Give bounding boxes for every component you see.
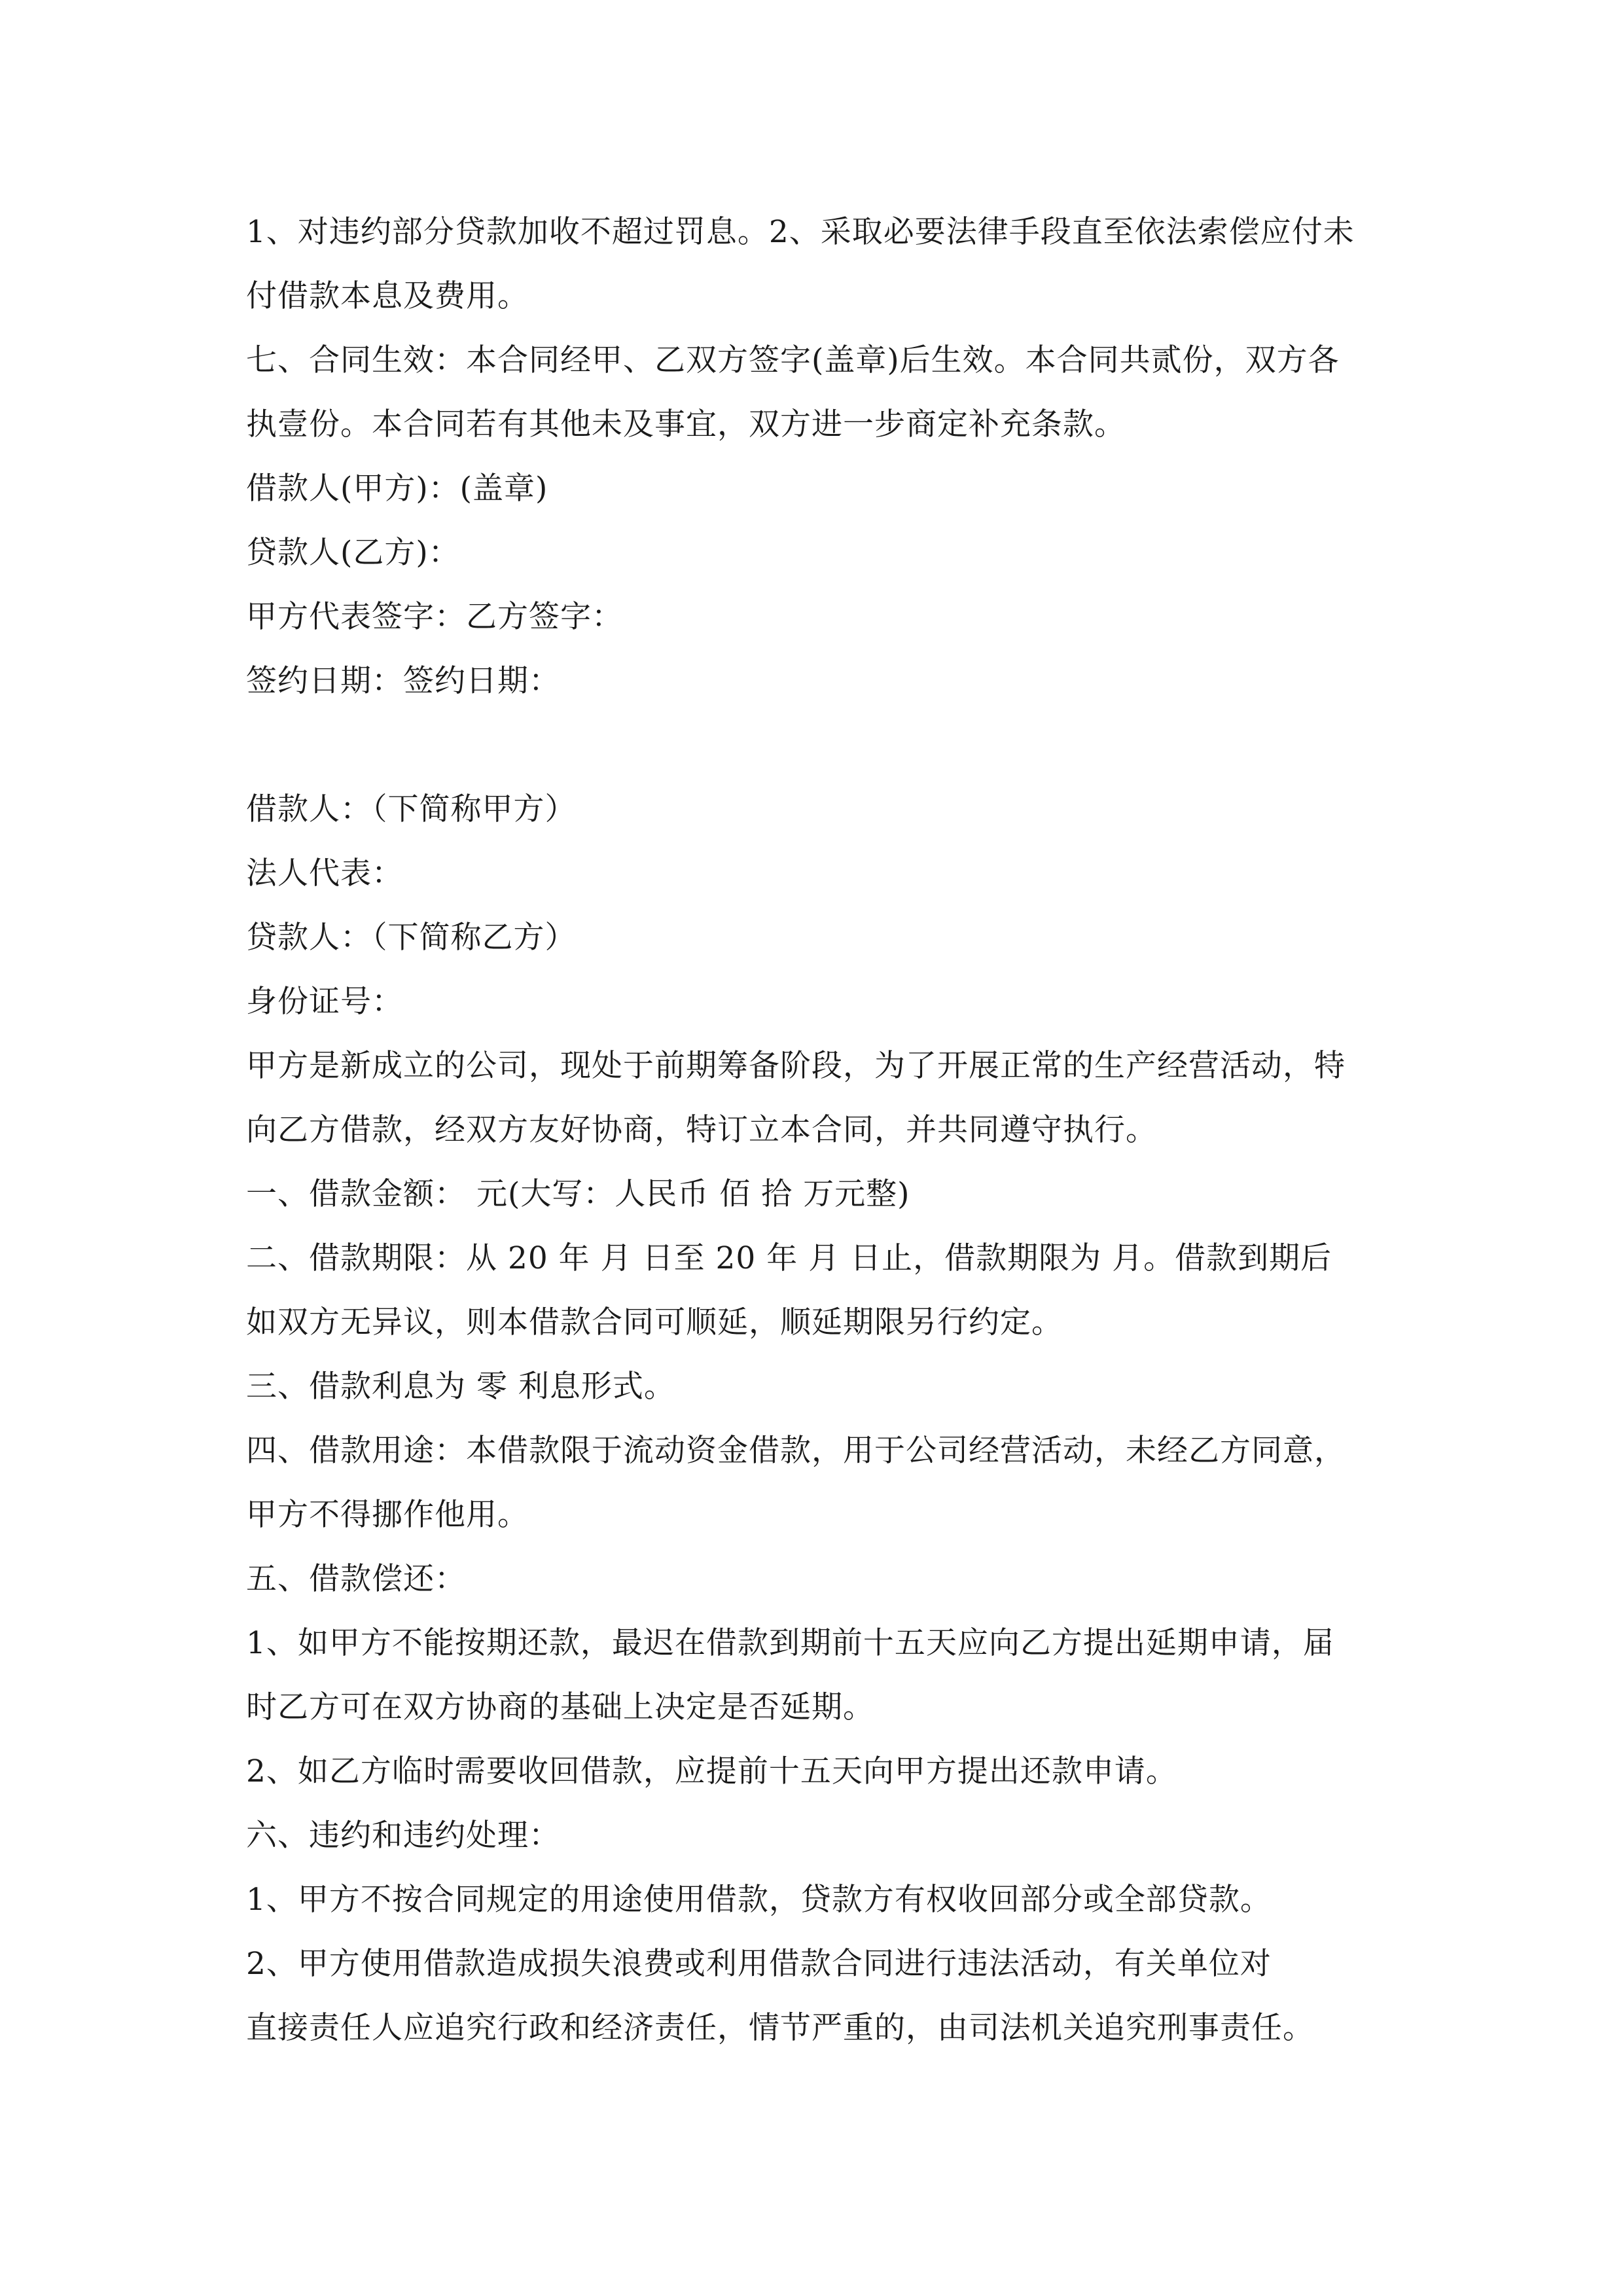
clause-loan-term: 二、借款期限：从 20 年 月 日至 20 年 月 日止，借款期限为 月。借款到期后 — [246, 1240, 1332, 1276]
id-number-field: 身份证号： — [246, 984, 403, 1020]
text-line: 1、对违约部分贷款加收不超过罚息。2、采取必要法律手段直至依法索偿应付未 — [246, 214, 1355, 250]
clause-repayment-heading: 五、借款偿还： — [246, 1561, 466, 1597]
text-line: 甲方不得挪作他用。 — [246, 1497, 529, 1533]
document-body — [246, 200, 1385, 2060]
signing-date-line: 签约日期：签约日期： — [246, 663, 560, 699]
signature-lender-line: 贷款人(乙方)： — [246, 535, 460, 571]
text-line: 执壹份。本合同若有其他未及事宜，双方进一步商定补充条款。 — [246, 406, 1126, 442]
clause-loan-amount: 一、借款金额： 元(大写：人民币 佰 拾 万元整) — [246, 1176, 910, 1212]
text-line: 1、如甲方不能按期还款，最迟在借款到期前十五天应向乙方提出延期申请，届 — [246, 1625, 1334, 1661]
blank-line — [246, 713, 1385, 778]
clause-interest: 三、借款利息为 零 利息形式。 — [246, 1369, 675, 1405]
signature-representative-line: 甲方代表签字：乙方签字： — [246, 599, 623, 635]
text-line: 1、甲方不按合同规定的用途使用借款，贷款方有权收回部分或全部贷款。 — [246, 1882, 1272, 1918]
legal-representative-field: 法人代表： — [246, 855, 403, 891]
text-line: 时乙方可在双方协商的基础上决定是否延期。 — [246, 1689, 874, 1725]
clause-default-heading: 六、违约和违约处理： — [246, 1818, 560, 1854]
text-line: 七、合同生效：本合同经甲、乙双方签字(盖章)后生效。本合同共贰份，双方各 — [246, 342, 1340, 378]
text-line: 付借款本息及费用。 — [246, 278, 529, 314]
clause-loan-purpose: 四、借款用途：本借款限于流动资金借款，用于公司经营活动，未经乙方同意， — [246, 1433, 1346, 1469]
borrower-field: 借款人：（下简称甲方） — [246, 791, 577, 827]
text-line: 如双方无异议，则本借款合同可顺延，顺延期限另行约定。 — [246, 1304, 1063, 1340]
text-line: 甲方是新成立的公司，现处于前期筹备阶段，为了开展正常的生产经营活动，特 — [246, 1048, 1346, 1084]
text-line: 向乙方借款，经双方友好协商，特订立本合同，并共同遵守执行。 — [246, 1112, 1157, 1148]
lender-field: 贷款人：（下简称乙方） — [246, 920, 577, 956]
text-line: 2、如乙方临时需要收回借款，应提前十五天向甲方提出还款申请。 — [246, 1753, 1177, 1789]
text-line: 2、甲方使用借款造成损失浪费或利用借款合同进行违法活动，有关单位对 — [246, 1946, 1272, 1982]
signature-borrower-line: 借款人(甲方)：(盖章) — [246, 471, 548, 507]
text-line: 直接责任人应追究行政和经济责任，情节严重的，由司法机关追究刑事责任。 — [246, 2010, 1314, 2046]
